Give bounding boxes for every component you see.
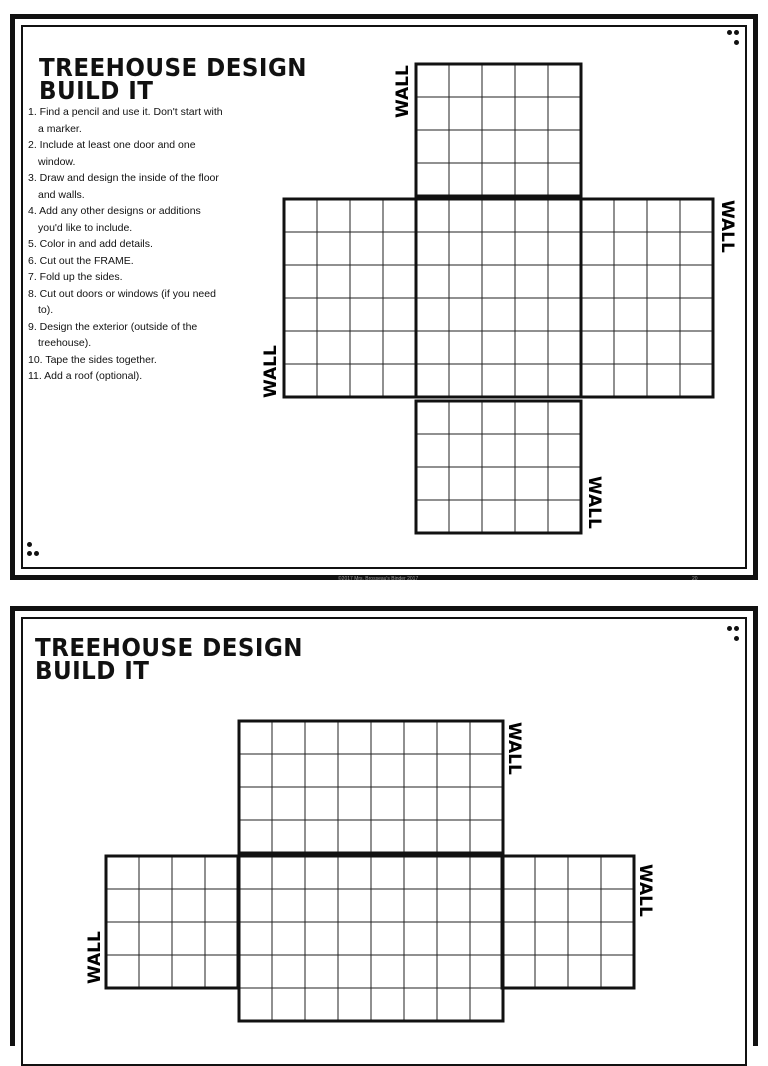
title-line-1: TREEHOUSE DESIGN (39, 53, 308, 82)
footer-page-number: 20 (692, 576, 698, 582)
instruction-step: 10. Tape the sides together. (28, 353, 157, 366)
wall-label-left: WALL (85, 931, 105, 984)
instruction-step: 1. Find a pencil and use it. Don't start with a marker. (28, 106, 223, 135)
title-line-2: BUILD IT (39, 76, 154, 105)
floor-panel (239, 856, 503, 1021)
instruction-step: 9. Design the exterior (outside of the treehouse). (28, 320, 198, 349)
wall-panel-left (106, 856, 238, 988)
wall-label-right: WALL (635, 864, 655, 917)
wall-panel-top (239, 721, 503, 853)
title-line-2: BUILD IT (35, 656, 150, 685)
title-line-1: TREEHOUSE DESIGN (35, 633, 304, 662)
wall-label-top: WALL (393, 65, 413, 118)
instruction-step: 7. Fold up the sides. (28, 271, 123, 283)
instruction-step: 5. Color in and add details. (28, 238, 153, 250)
wall-label-right: WALL (717, 200, 737, 253)
wall-panel-right (502, 856, 634, 988)
instruction-step: 11. Add a roof (optional). (28, 370, 143, 382)
instruction-step: 3. Draw and design the inside of the floor and walls. (28, 172, 219, 201)
footer-copyright: ©2017 Mrs. Brosseau's Binder 2017 (338, 576, 419, 582)
wall-label-left: WALL (261, 345, 281, 398)
instruction-step: 2. Include at least one door and one window. (28, 139, 196, 168)
instruction-step: 4. Add any other designs or additions you'd like to include. (28, 205, 201, 234)
wall-label-bottom: WALL (584, 476, 604, 529)
instruction-step: 6. Cut out the FRAME. (28, 254, 134, 267)
instruction-step: 8. Cut out doors or windows (if you need to). (28, 287, 216, 316)
wall-label-top: WALL (504, 722, 524, 775)
